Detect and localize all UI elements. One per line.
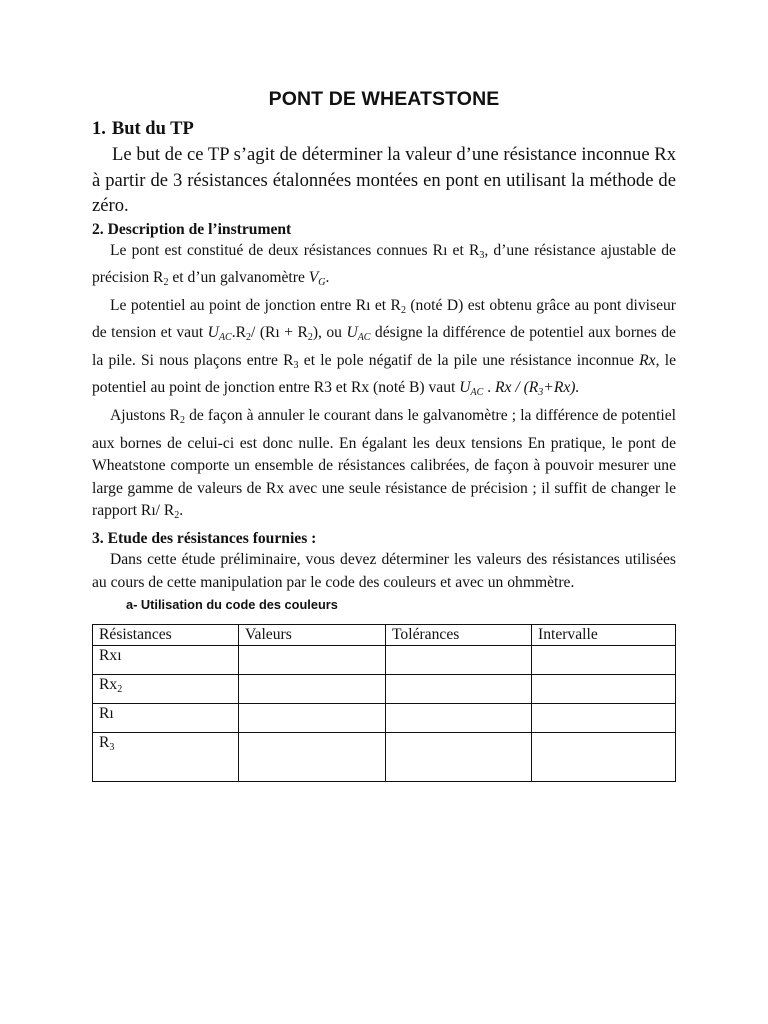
section-1-number: 1. — [92, 119, 106, 139]
section-3-heading: 3. Etude des résistances fournies : — [92, 530, 317, 548]
interval-cell[interactable] — [532, 675, 676, 704]
section-2-paragraph-2: Le potentiel au point de jonction entre Rı et $R_2$ (noté D) est obtenu grâce au pont diviseur de tension et vaut $UAC.R_2/$ (Rı + $R_2$), ou UAC désigne la différence de potentiel aux bornes de la pile. Si nous plaçons entre $R_3$ et le pole négatif de la pile une résistance inconnue Rx, le potentiel au point de jonction entre R3 et Rx (noté B) vaut UAC . Rx / (R3+Rx). — [92, 296, 676, 399]
value-cell[interactable] — [239, 733, 386, 782]
section-1-text: Le but de ce TP s’agit de déterminer la valeur d’une résistance inconnue Rx à partir de 3 résistances étalonnées montées en pont en utilisant la méthode de zéro. — [92, 144, 676, 216]
interval-cell[interactable] — [532, 704, 676, 733]
row-label: $Rx_2$ — [93, 675, 239, 704]
color-code-subheading: a- Utilisation du code des couleurs — [126, 597, 338, 613]
tolerance-cell[interactable] — [386, 733, 532, 782]
header-interval: Intervalle — [532, 625, 676, 646]
table-header-row — [93, 625, 676, 646]
section-2-paragraph-3: Ajustons $R_2$ de façon à annuler le courant dans le galvanomètre ; la différence de potentiel aux bornes de celui-ci est donc nulle. En égalant les deux tensions En pratique, le pont de Wheatstone comporte un ensemble de résistances calibrées, de façon à pouvoir mesurer une large gamme de valeurs de Rx avec une seule résistance de précision ; il suffit de changer le rapport Rı/ $R_2$. — [92, 407, 676, 522]
page-title: PONT DE WHEATSTONE — [268, 88, 500, 110]
table-row — [93, 675, 676, 704]
section-1-heading — [92, 119, 676, 140]
header-values: Valeurs — [239, 625, 386, 646]
row-label: Rı — [93, 704, 239, 733]
value-cell[interactable] — [239, 646, 386, 675]
tolerance-cell[interactable] — [386, 646, 532, 675]
section-3-text: Dans cette étude préliminaire, vous devez déterminer les valeurs des résistances utilisées au cours de cette manipulation par le code des couleurs et avec un ohmmètre. — [92, 551, 676, 591]
value-cell[interactable] — [239, 704, 386, 733]
row-label: Rxı — [93, 646, 239, 675]
header-tolerances: Tolérances — [386, 625, 532, 646]
header-resistances: Résistances — [93, 625, 239, 646]
tolerance-cell[interactable] — [386, 675, 532, 704]
document-page — [92, 88, 676, 782]
resistance-table — [92, 624, 676, 782]
row-label: $R_3$ — [93, 733, 239, 782]
section-2-paragraph-1: Le pont est constitué de deux résistances connues Rı et $R_3$, d’une résistance ajustable de précision $R_2$ et d’un galvanomètre VG. — [92, 241, 676, 289]
interval-cell[interactable] — [532, 646, 676, 675]
table-row — [93, 646, 676, 675]
table-row — [93, 704, 676, 733]
interval-cell[interactable] — [532, 733, 676, 782]
section-2-heading: 2. Description de l’instrument — [92, 220, 292, 238]
section-1-title: But du TP — [111, 119, 194, 139]
table-row — [93, 733, 676, 782]
value-cell[interactable] — [239, 675, 386, 704]
tolerance-cell[interactable] — [386, 704, 532, 733]
